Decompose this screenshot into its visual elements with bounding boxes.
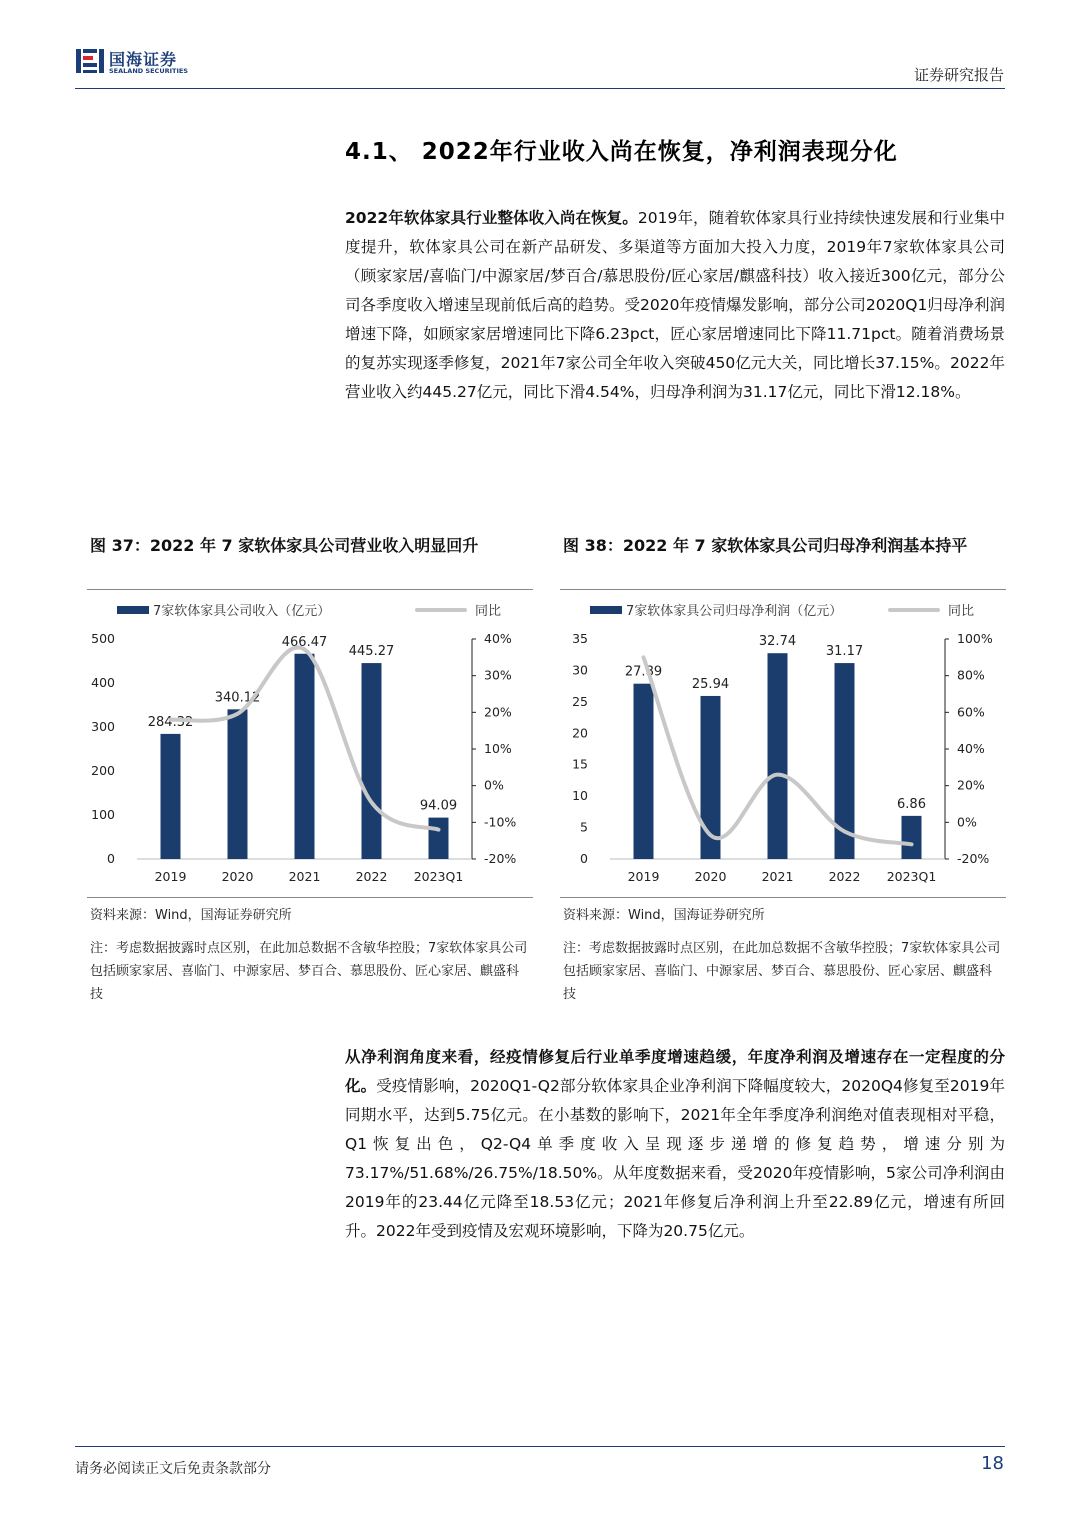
x-tick-label: 2019	[154, 869, 187, 884]
logo-chinese-name: 国海证券	[109, 50, 178, 69]
y2-tick-label: -20%	[957, 851, 990, 866]
bar	[902, 816, 922, 859]
figure-38-bottom-rule	[560, 897, 1006, 898]
x-tick-label: 2023Q1	[413, 869, 464, 884]
figure-38-note: 注：考虑数据披露时点区别，在此加总数据不含敏华控股；7家软体家具公司包括顾家家居、喜临门、中源家居、梦百合、慕思股份、匠心家居、麒盛科技	[563, 941, 1001, 1002]
bar	[295, 654, 315, 859]
figure-37-title: 图 37：2022 年 7 家软体家具公司营业收入明显回升	[90, 536, 479, 555]
footer-divider	[75, 1446, 1005, 1447]
legend-line-label: 同比	[475, 604, 502, 619]
paragraph-1-lead: 2022年软体家具行业整体收入尚在恢复。	[345, 209, 638, 227]
y2-tick-label: 20%	[957, 777, 985, 793]
data-label: 25.94	[691, 676, 730, 692]
net-profit-chart-svg	[560, 594, 1006, 894]
data-label: 340.12	[214, 690, 261, 706]
bar	[362, 663, 382, 859]
bar	[634, 684, 654, 859]
figure-37-note: 注：考虑数据披露时点区别，在此加总数据不含敏华控股；7家软体家具公司包括顾家家居、喜临门、中源家居、梦百合、慕思股份、匠心家居、麒盛科技	[90, 941, 528, 1002]
legend-bar-label: 7家软体家具公司归母净利润（亿元）	[626, 604, 843, 619]
y-tick-label: 100	[91, 807, 115, 822]
bar	[429, 818, 449, 859]
y-tick-label: 5	[580, 819, 588, 835]
x-tick-label: 2019	[627, 869, 660, 884]
figure-38-title: 图 38：2022 年 7 家软体家具公司归母净利润基本持平	[563, 536, 968, 555]
y-tick-label: 400	[91, 675, 115, 690]
bar	[161, 734, 181, 859]
header-divider	[75, 88, 1005, 89]
footer-disclaimer: 请务必阅读正文后免责条款部分	[75, 1461, 271, 1477]
figure-38-source: 资料来源：Wind，国海证券研究所	[563, 908, 765, 923]
logo-english-name: SEALAND SECURITIES	[109, 67, 188, 75]
data-label: 6.86	[897, 796, 926, 812]
paragraph-1	[345, 204, 1005, 407]
data-label: 466.47	[281, 634, 328, 650]
data-label: 27.89	[624, 664, 663, 680]
y-tick-label: 25	[572, 693, 588, 709]
y2-tick-label: 30%	[484, 667, 512, 683]
legend-bar-swatch	[590, 606, 622, 614]
page-number: 18	[981, 1453, 1004, 1474]
figure-37-bottom-rule	[87, 897, 533, 898]
y-tick-label: 20	[572, 725, 588, 741]
paragraph-2	[345, 1043, 1005, 1246]
data-label: 31.17	[825, 644, 864, 660]
y2-tick-label: 100%	[957, 631, 993, 646]
x-tick-label: 2023Q1	[886, 869, 937, 884]
data-label: 32.74	[758, 634, 797, 650]
logo-mark-icon	[75, 46, 105, 76]
y2-tick-label: 10%	[484, 741, 512, 756]
y-tick-label: 0	[107, 851, 115, 866]
paragraph-2-body: 受疫情影响，2020Q1-Q2部分软体家具企业净利润下降幅度较大，2020Q4修复至2019年同期水平，达到5.75亿元。在小基数的影响下，2021年全年季度净利润绝对值表现相对平稳，Q1恢复出色，Q2-Q4单季度收入呈现逐步递增的修复趋势，增速分别为73.17%/51.68%/26.75%/18.50%。从年度数据来看，受2020年疫情影响，5家公司净利润由2019年的23.44亿元降至18.53亿元；2021年修复后净利润上升至22.89亿元，增速有所回升。2022年受到疫情及宏观环境影响，下降为20.75亿元。	[345, 1077, 1005, 1240]
y2-tick-label: 40%	[957, 741, 985, 756]
y2-tick-label: 0%	[957, 814, 977, 830]
y2-tick-label: 0%	[484, 777, 504, 793]
y-tick-label: 0	[580, 851, 588, 866]
data-label: 94.09	[419, 798, 458, 814]
y-tick-label: 500	[91, 631, 115, 646]
bar	[228, 709, 248, 859]
x-tick-label: 2022	[355, 869, 388, 884]
y-tick-label: 15	[572, 756, 588, 772]
y-tick-label: 35	[572, 631, 588, 646]
revenue-chart	[87, 594, 533, 894]
bar	[768, 653, 788, 859]
legend-bar-swatch	[117, 606, 149, 614]
data-label: 284.32	[147, 714, 194, 730]
x-tick-label: 2022	[828, 869, 861, 884]
y2-tick-label: -20%	[484, 851, 517, 866]
data-label: 445.27	[348, 644, 395, 660]
legend-line-label: 同比	[948, 604, 975, 619]
y2-tick-label: 80%	[957, 667, 985, 683]
y-tick-label: 10	[572, 788, 588, 804]
net-profit-chart	[560, 594, 1006, 894]
y2-tick-label: -10%	[484, 814, 517, 830]
y2-tick-label: 60%	[957, 704, 985, 720]
y2-tick-label: 20%	[484, 704, 512, 720]
figure-37-source: 资料来源：Wind，国海证券研究所	[90, 908, 292, 923]
x-tick-label: 2020	[221, 869, 254, 884]
paragraph-2-lead: 从净利润角度来看，经疫情修复后行业单季度增速趋缓，年度净利润及增速存在一定程度的分化。	[345, 1048, 1005, 1095]
x-tick-label: 2020	[694, 869, 727, 884]
x-tick-label: 2021	[761, 869, 794, 884]
figure-37-top-rule	[87, 589, 533, 590]
y-tick-label: 200	[91, 763, 115, 778]
company-logo	[75, 46, 275, 78]
legend-bar-label: 7家软体家具公司收入（亿元）	[153, 604, 331, 619]
figure-38-top-rule	[560, 589, 1006, 590]
paragraph-1-body: 2019年，随着软体家具行业持续快速发展和行业集中度提升，软体家具公司在新产品研发、多渠道等方面加大投入力度，2019年7家软体家具公司（顾家家居/喜临门/中源家居/梦百合/慕思股份/匠心家居/麒盛科技）收入接近300亿元，部分公司各季度收入增速呈现前低后高的趋势。受2020年疫情爆发影响，部分公司2020Q1归母净利润增速下降，如顾家家居增速同比下降6.23pct，匠心家居增速同比下降11.71pct。随着消费场景的复苏实现逐季修复，2021年7家公司全年收入突破450亿元大关，同比增长37.15%。2022年营业收入约445.27亿元，同比下滑4.54%，归母净利润为31.17亿元，同比下滑12.18%。	[345, 209, 1005, 401]
revenue-chart-svg	[87, 594, 533, 894]
section-title: 4.1、 2022年行业收入尚在恢复，净利润表现分化	[345, 139, 898, 165]
y-tick-label: 300	[91, 719, 115, 734]
x-tick-label: 2021	[288, 869, 321, 884]
report-type: 证券研究报告	[913, 66, 1004, 84]
y-tick-label: 30	[572, 662, 588, 678]
y2-tick-label: 40%	[484, 631, 512, 646]
